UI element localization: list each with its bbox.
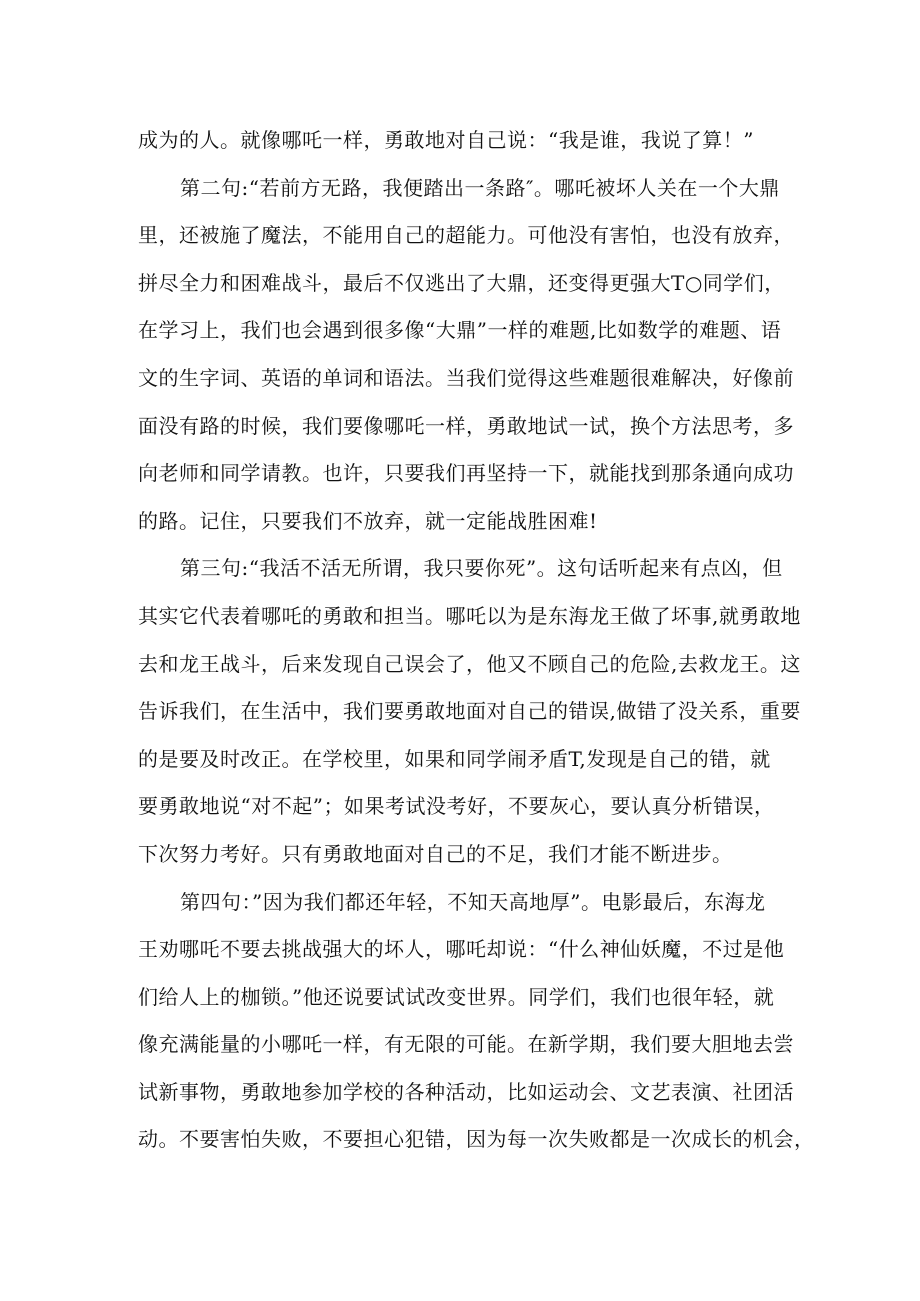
- text-line: 成为的人。就像哪吒一样，勇敢地对自己说：“我是谁，我说了算！”: [138, 128, 754, 152]
- paragraph-start-line: 第二句:“若前方无路，我便踏出一条路″。哪吒被坏人关在一个大鼎: [180, 175, 780, 200]
- document-body: [138, 117, 815, 1164]
- text-line: 向老师和同学请教。也许，只要我们再坚持一下，就能找到那条通向成功: [138, 461, 794, 486]
- text-line: 像充满能量的小哪吒一样，有无限的可能。在新学期，我们要大胆地去尝: [138, 1032, 794, 1057]
- text-line: 面没有路的时候，我们要像哪吒一样，勇敢地试一试，换个方法思考，多: [138, 413, 794, 438]
- text-line: 其实它代表着哪吒的勇敢和担当。哪吒以为是东海龙王做了坏事,就勇敢地: [138, 603, 801, 628]
- paragraph-start-line: 第四句：”因为我们都还年轻，不知天高地厚”。电影最后，东海龙: [180, 889, 766, 914]
- text-line: 去和龙王战斗，后来发现自己误会了，他又不顾自己的危险,去救龙王。这: [138, 651, 801, 676]
- text-line: 的路。记住，只要我们不放弃，就一定能战胜困难!: [138, 508, 598, 533]
- text-line: 告诉我们，在生活中，我们要勇敢地面对自己的错误,做错了没关系，重要: [138, 699, 801, 724]
- text-line: 王劝哪吒不要去挑战强大的坏人，哪吒却说：“什么神仙妖魔，不过是他: [138, 937, 785, 962]
- text-line: 试新事物，勇敢地参加学校的各种活动，比如运动会、文艺表演、社团活: [138, 1079, 794, 1104]
- text-line: 动。不要害怕失败，不要担心犯错，因为每一次失败都是一次成长的机会，: [138, 1127, 815, 1152]
- paragraph-start-line: 第三句:“我活不活无所谓，我只要你死”。这句话听起来有点凶，但: [180, 556, 783, 581]
- text-line: 在学习上，我们也会遇到很多像“大鼎”一样的难题,比如数学的难题、语: [138, 318, 782, 343]
- text-line: 们给人上的枷锁。”他还说要试试改变世界。同学们，我们也很年轻，就: [138, 984, 775, 1009]
- text-line: 拼尽全力和困难战斗，最后不仅逃出了大鼎，还变得更强大T○同学们，: [138, 270, 785, 295]
- text-line: 下次努力考好。只有勇敢地面对自己的不足，我们才能不断进步。: [138, 841, 733, 866]
- text-line: 要勇敢地说“对不起”；如果考试没考好，不要灰心，要认真分析错误，: [138, 794, 775, 819]
- text-line: 文的生字词、英语的单词和语法。当我们觉得这些难题很难解决，好像前: [138, 365, 794, 390]
- text-line: 里，还被施了魔法，不能用自己的超能力。可他没有害怕，也没有放弃，: [138, 223, 794, 248]
- text-line: 的是要及时改正。在学校里，如果和同学闹矛盾T,发现是自己的错，就: [138, 746, 771, 771]
